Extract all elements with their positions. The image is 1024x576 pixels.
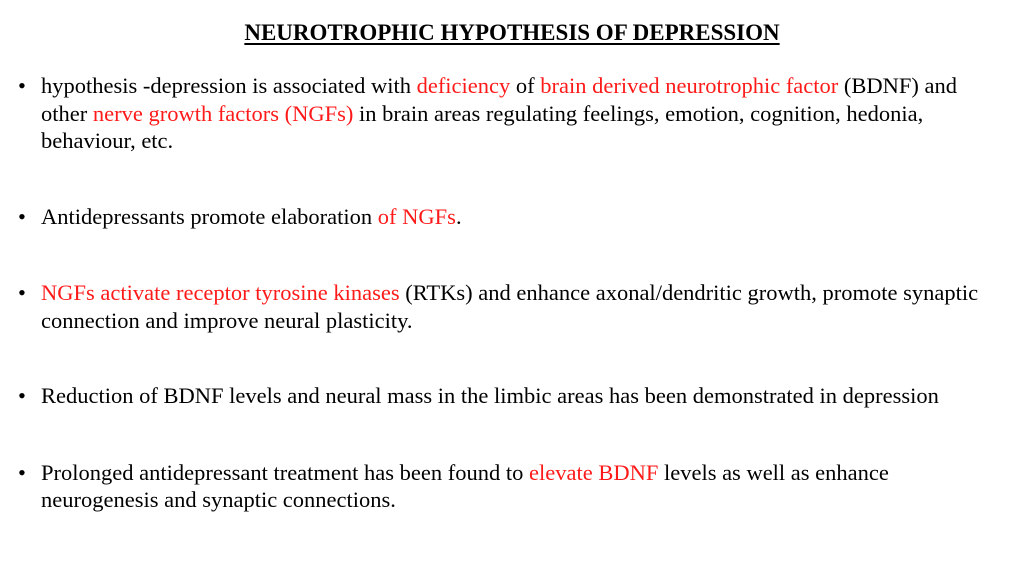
bullet-text xyxy=(41,73,957,153)
highlight-elevate-bdnf: elevate BDNF xyxy=(529,459,659,485)
bullet-glyph: • xyxy=(18,459,26,485)
bullet-item xyxy=(18,279,998,334)
highlight-of-ngfs: of NGFs xyxy=(377,203,456,229)
highlight-rtk: NGFs activate receptor tyrosine kinases xyxy=(41,280,400,305)
bullet-text xyxy=(41,383,939,408)
text-segment: . xyxy=(455,203,462,229)
bullet-text xyxy=(41,280,978,333)
bullet-list xyxy=(18,72,998,514)
bullet-glyph: • xyxy=(18,73,26,98)
highlight-bdnf: brain derived neurotrophic factor xyxy=(540,73,839,98)
highlight-ngfs: nerve growth factors (NGFs) xyxy=(92,100,354,126)
bullet-item xyxy=(18,203,998,231)
text-segment: levels as well as enhance neurogenesis and synaptic connections. xyxy=(41,459,889,512)
bullet-item xyxy=(18,459,998,514)
text-segment: in brain areas regulating feelings, emotion, cognition, hedonia, behaviour, etc. xyxy=(41,100,924,153)
highlight-deficiency: deficiency xyxy=(416,73,511,98)
text-segment: (BDNF) and other xyxy=(41,73,958,126)
text-segment: Prolonged antidepressant treatment has been found to xyxy=(41,459,529,485)
text-segment: of xyxy=(510,73,541,98)
text-segment: (RTKs) and enhance axonal/dendritic growth, promote synaptic connection and improve neural plasticity. xyxy=(41,280,979,333)
bullet-text xyxy=(41,460,889,513)
bullet-glyph: • xyxy=(18,280,26,305)
bullet-glyph: • xyxy=(18,203,26,229)
text-segment: Antidepressants promote elaboration xyxy=(41,203,378,229)
bullet-item xyxy=(18,72,998,155)
slide-title: NEUROTROPHIC HYPOTHESIS OF DEPRESSION xyxy=(244,20,780,45)
text-segment: hypothesis -depression is associated with xyxy=(41,73,417,98)
bullet-text xyxy=(41,204,462,229)
bullet-glyph: • xyxy=(18,383,26,408)
bullet-item xyxy=(18,382,998,410)
text-segment: Reduction of BDNF levels and neural mass in the limbic areas has been demonstrated in depression xyxy=(41,383,939,408)
